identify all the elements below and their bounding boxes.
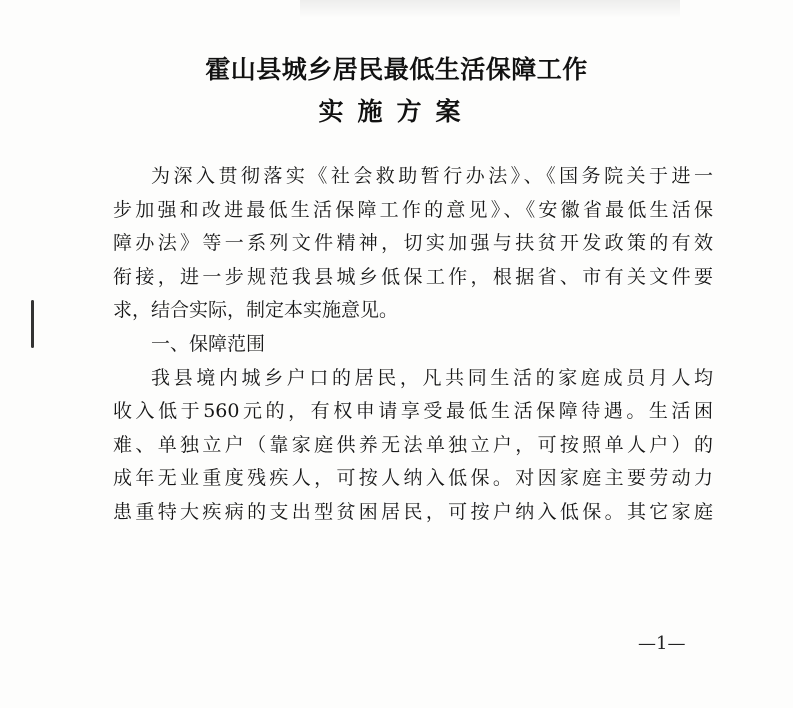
document-subtitle: 实施方案 <box>318 97 475 126</box>
paragraph-2-line: 成年无业重度残疾人，可按人纳入低保。对因家庭主要劳动力 <box>113 467 713 490</box>
paragraph-1-line: 衔接，进一步规范我县城乡低保工作，根据省、市有关文件要 <box>113 265 713 288</box>
paragraph-1-line: 步加强和改进最低生活保障工作的意见》、《安徽省最低生活保 <box>113 198 713 221</box>
section-heading: 一、保障范围 <box>151 332 266 355</box>
document-title: 霍山县城乡居民最低生活保障工作 <box>205 55 588 84</box>
page-number: —1— <box>638 633 686 654</box>
scan-shadow <box>300 0 680 18</box>
binding-mark <box>31 300 34 348</box>
paragraph-1-line: 障办法》等一系列文件精神，切实加强与扶贫开发政策的有效 <box>113 232 713 255</box>
paragraph-1-line: 为深入贯彻落实《社会救助暂行办法》、《国务院关于进一 <box>151 165 713 187</box>
paragraph-2-line: 我县境内城乡户口的居民，凡共同生活的家庭成员月人均 <box>151 366 713 389</box>
paragraph-2-line: 收入低于560元的，有权申请享受最低生活保障待遇。生活困 <box>113 400 713 423</box>
paragraph-2-line: 患重特大疾病的支出型贫困居民，可按户纳入低保。其它家庭 <box>113 500 713 523</box>
document-body <box>113 160 713 530</box>
paragraph-1-line: 求，结合实际，制定本实施意见。 <box>113 299 399 322</box>
paragraph-2-line: 难、单独立户（靠家庭供养无法单独立户，可按照单人户）的 <box>113 433 713 456</box>
